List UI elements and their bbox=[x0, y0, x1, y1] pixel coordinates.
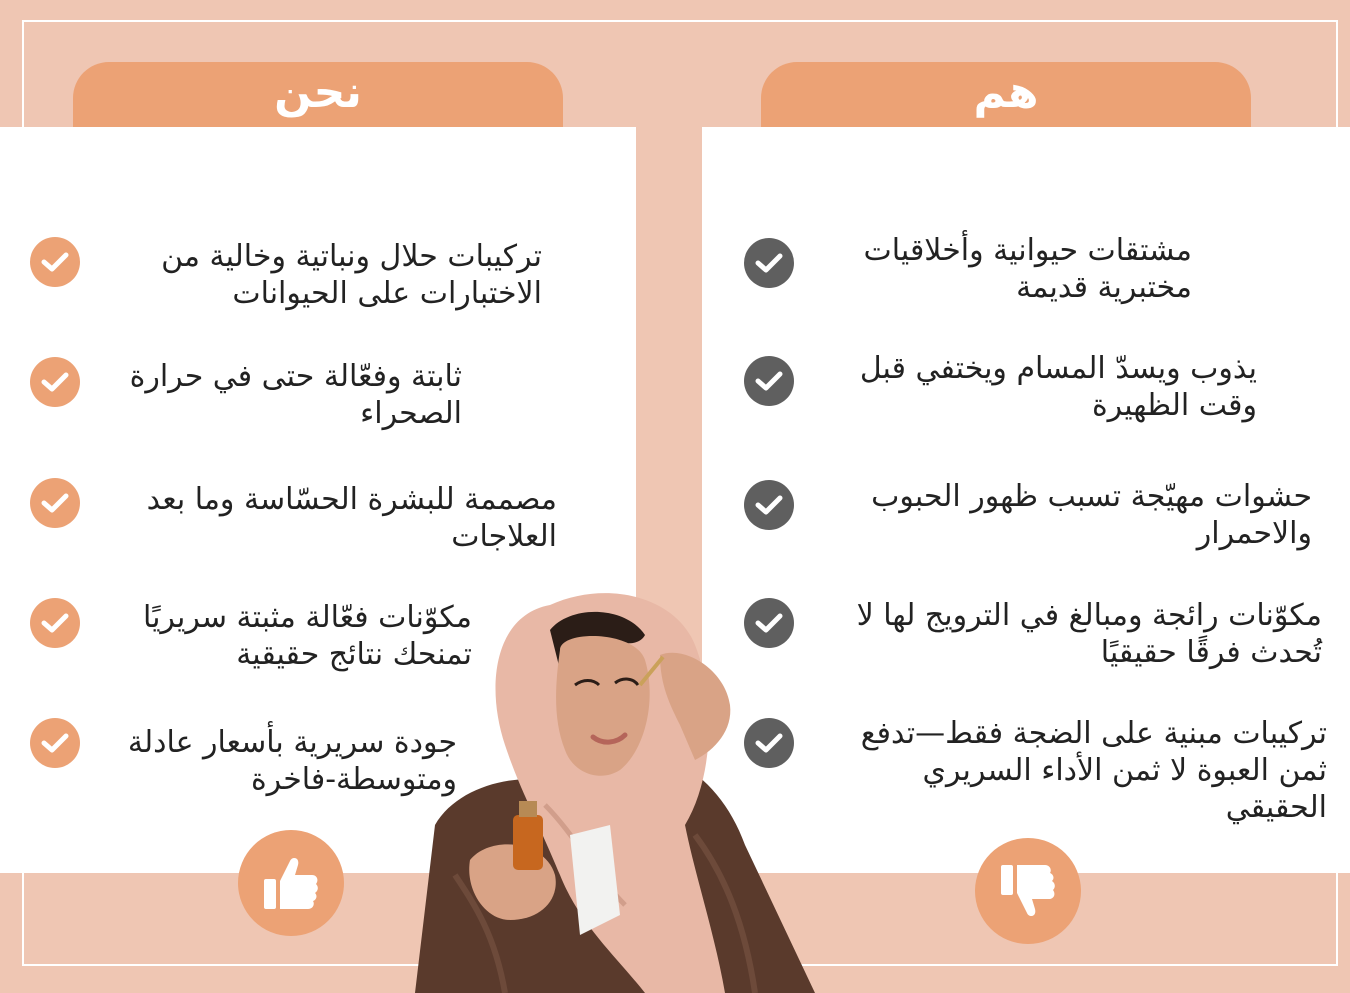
check-icon bbox=[30, 598, 80, 648]
check-icon bbox=[30, 237, 80, 287]
header-them-label: هم bbox=[973, 67, 1039, 118]
header-us-label: نحن bbox=[274, 67, 362, 118]
them-item-5: تركيبات مبنية على الضجة فقط—تدفع ثمن العبوة لا ثمن الأداء السريري الحقيقي bbox=[860, 716, 1327, 825]
us-item-1: تركيبات حلال ونباتية وخالية من الاختبارات على الحيوانات bbox=[161, 239, 542, 311]
us-item-3: مصممة للبشرة الحسّاسة وما بعد العلاجات bbox=[146, 482, 557, 554]
them-item-2: يذوب ويسدّ المسام ويختفي قبل وقت الظهيرة bbox=[859, 351, 1257, 423]
thumbs-down-icon bbox=[975, 838, 1081, 944]
check-icon bbox=[30, 478, 80, 528]
us-item-4: مكوّنات فعّالة مثبتة سريريًا تمنحك نتائج حقيقية bbox=[142, 600, 472, 672]
us-item-2: ثابتة وفعّالة حتى في حرارة الصحراء bbox=[129, 359, 462, 431]
check-icon bbox=[30, 718, 80, 768]
header-us bbox=[73, 62, 563, 132]
us-item-5: جودة سريرية بأسعار عادلة ومتوسطة-فاخرة bbox=[127, 725, 457, 797]
them-item-4: مكوّنات رائجة ومبالغ في الترويج لها لا تُحدث فرقًا حقيقيًا bbox=[856, 598, 1322, 670]
them-item-1: مشتقات حيوانية وأخلاقيات مختبرية قديمة bbox=[863, 233, 1192, 305]
them-item-3: حشوات مهيّجة تسبب ظهور الحبوب والاحمرار bbox=[871, 479, 1312, 551]
header-them bbox=[761, 62, 1251, 132]
check-icon bbox=[744, 238, 794, 288]
check-icon bbox=[30, 357, 80, 407]
thumbs-up-icon bbox=[238, 830, 344, 936]
check-icon bbox=[744, 356, 794, 406]
check-icon bbox=[744, 480, 794, 530]
woman-with-serum-image bbox=[395, 575, 845, 993]
